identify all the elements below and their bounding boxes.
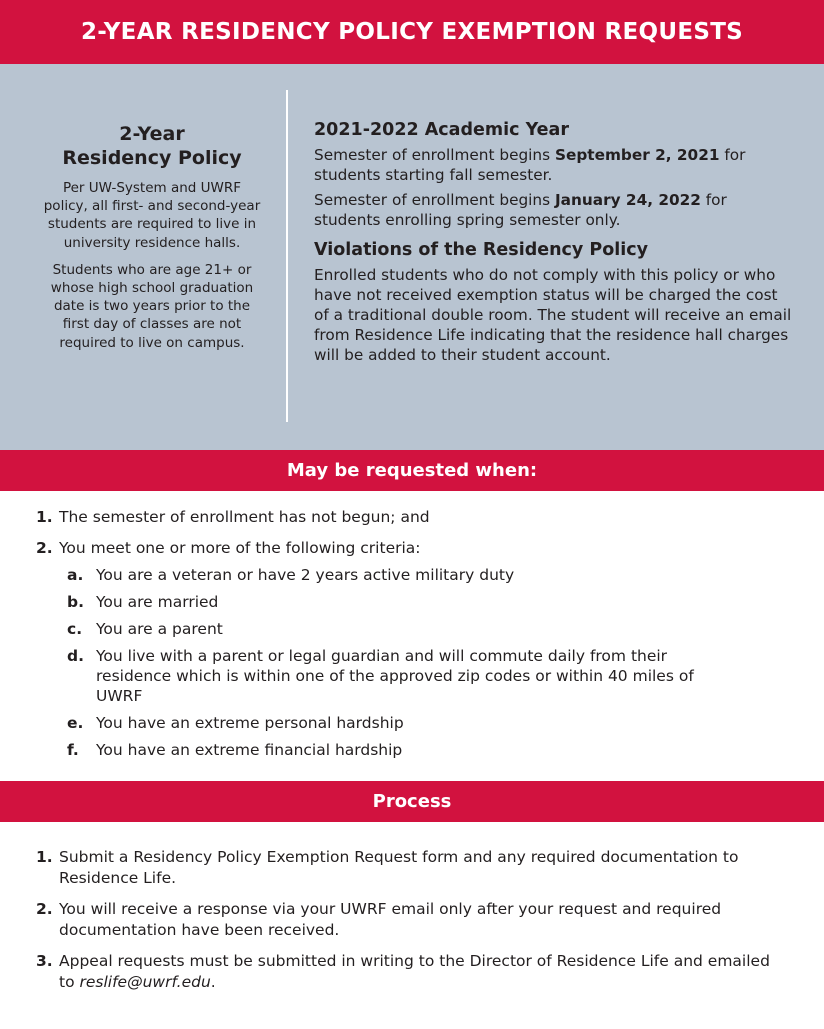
policy-title [40, 122, 264, 170]
list-item [36, 538, 796, 558]
criteria-letter: e. [67, 714, 84, 732]
criteria-letter: b. [67, 593, 84, 611]
reslife-email-link[interactable]: reslife@uwrf.edu [79, 973, 211, 991]
step-text: Appeal requests must be submitted in writing to the Director of Residence Life and emailed to reslife@uwrf.edu. [59, 952, 770, 991]
policy-title-line2: Residency Policy [62, 147, 242, 169]
violations-heading: Violations of the Residency Policy [314, 240, 649, 260]
requested-when-list [36, 507, 796, 767]
process-step [36, 847, 776, 889]
list-item [36, 507, 796, 527]
criteria-item [67, 565, 796, 585]
step-text: Submit a Residency Policy Exemption Request form and any required documentation to Residence Life. [59, 848, 739, 887]
fall-start-date: September 2, 2021 [554, 146, 720, 164]
list-text: You meet one or more of the following criteria: [59, 539, 421, 557]
policy-requirement-text: Per UW-System and UWRF policy, all first- and second-year students are required to live in university residence halls. [43, 180, 261, 251]
criteria-letter: c. [67, 620, 83, 638]
criteria-item [67, 740, 796, 760]
step-text: You will receive a response via your UWRF email only after your request and required documentation have been received. [59, 900, 722, 939]
list-number: 2. [36, 539, 53, 557]
process-heading: Process [372, 791, 452, 812]
criteria-text: You are married [96, 593, 219, 611]
criteria-text: You live with a parent or legal guardian and will commute daily from their residence which is within one of the approved zip codes or within 40 miles of UWRF [96, 647, 694, 705]
step-number: 3. [36, 952, 53, 970]
criteria-text: You have an extreme personal hardship [96, 714, 404, 732]
page-title: 2-YEAR RESIDENCY POLICY EXEMPTION REQUESTS [80, 19, 744, 45]
academic-year-info [314, 119, 794, 370]
violations-text: Enrolled students who do not comply with this policy or who have not received exemption status will be charged the cost of a traditional double room. The student will receive an email from Residence Life indicating that the residence hall charges will be added to their student account. [314, 266, 792, 364]
spring-start-date: January 24, 2022 [554, 191, 701, 209]
spring-enrollment-text: Semester of enrollment begins January 24, 2022 for students enrolling spring semester only. [314, 191, 727, 229]
criteria-text: You are a veteran or have 2 years active military duty [96, 566, 515, 584]
criteria-letter: d. [67, 647, 84, 665]
process-step [36, 951, 776, 993]
requested-when-heading: May be requested when: [286, 460, 538, 481]
criteria-letter: f. [67, 741, 79, 759]
column-divider [286, 90, 288, 422]
criteria-item [67, 619, 796, 639]
policy-panel [0, 64, 824, 450]
policy-title-line1: 2-Year [119, 123, 185, 145]
process-list [36, 847, 776, 1003]
criteria-list [67, 565, 796, 760]
criteria-letter: a. [67, 566, 84, 584]
academic-year-heading: 2021-2022 Academic Year [314, 120, 569, 140]
list-text: The semester of enrollment has not begun; and [59, 508, 430, 526]
criteria-text: You have an extreme financial hardship [96, 741, 403, 759]
policy-exception-text: Students who are age 21+ or whose high school graduation date is two years prior to the first day of classes are not required to live on campus. [50, 261, 254, 351]
process-banner [0, 781, 824, 822]
criteria-text: You are a parent [96, 620, 223, 638]
fall-enrollment-text: Semester of enrollment begins September 2, 2021 for students starting fall semester. [314, 146, 746, 184]
page-title-banner [0, 0, 824, 64]
process-step [36, 899, 776, 941]
requested-when-banner [0, 450, 824, 491]
policy-summary [40, 122, 264, 361]
list-number: 1. [36, 508, 53, 526]
criteria-item [67, 713, 796, 733]
step-number: 1. [36, 848, 53, 866]
criteria-item [67, 592, 796, 612]
step-number: 2. [36, 900, 53, 918]
criteria-item [67, 646, 796, 706]
